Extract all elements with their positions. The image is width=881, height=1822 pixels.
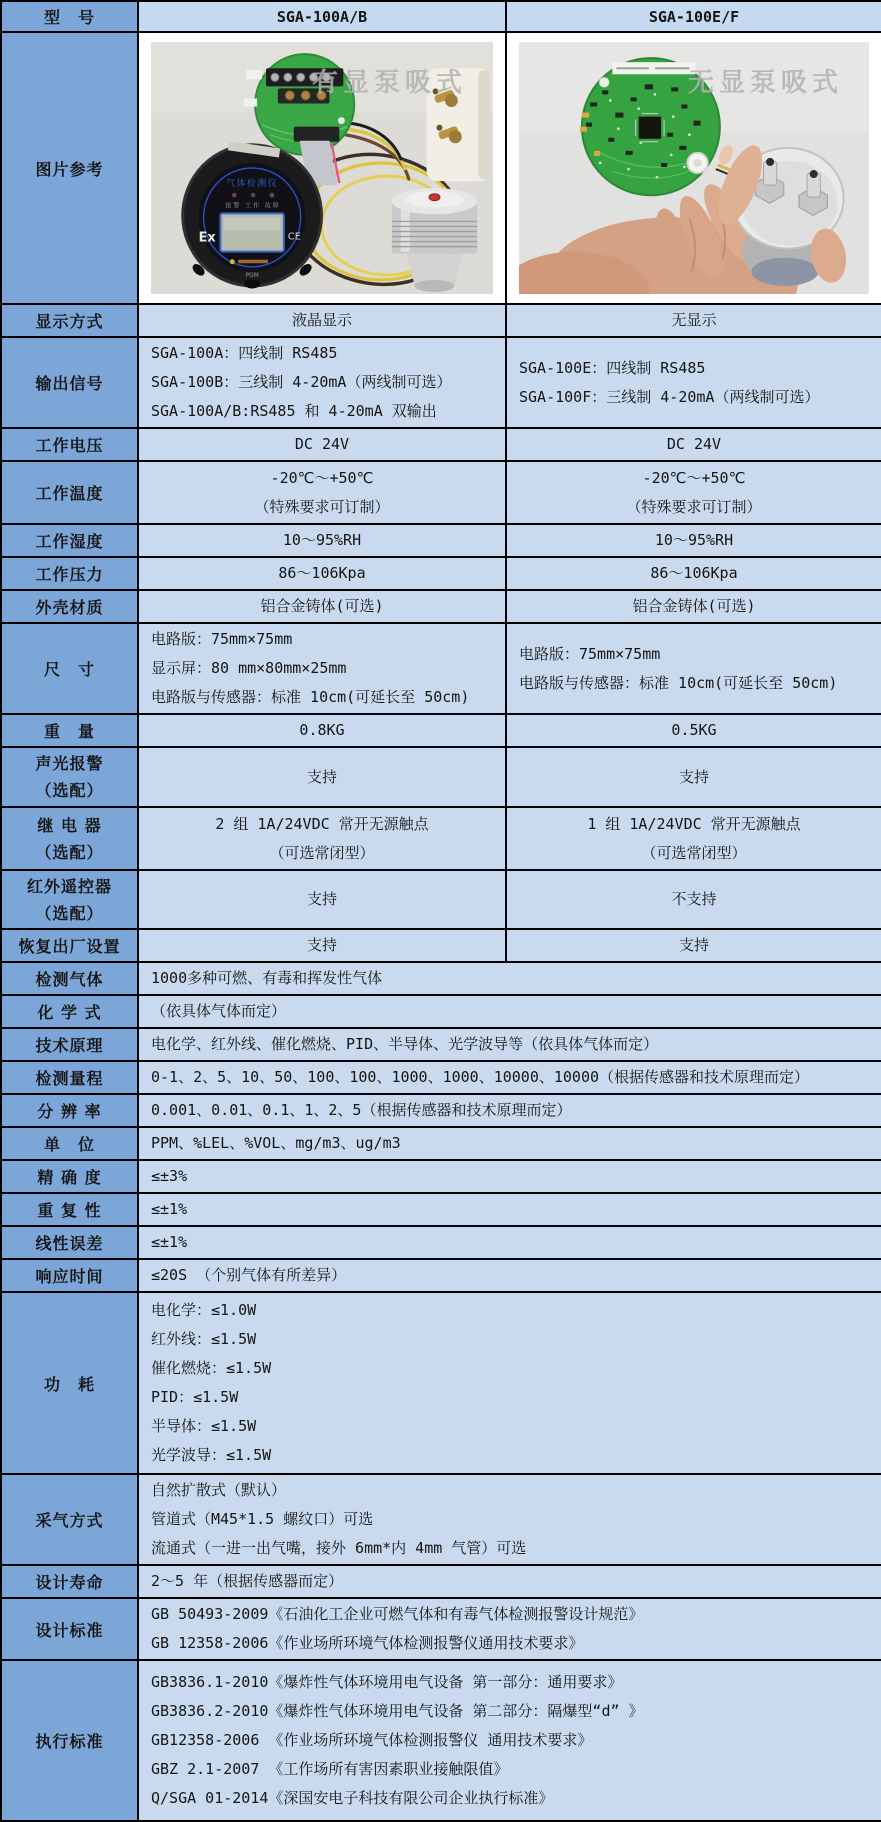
ce-mark: CE: [287, 231, 301, 243]
cell-span: GB3836.1-2010《爆炸性气体环境用电气设备 第一部分：通用要求》 GB3836.2-2010《爆炸性气体环境用电气设备 第二部分：隔爆型“d” 》 GB12358-2006 《作业场所环境气体检测报警仪 通用技术要求》 GBZ 2.1-2007 《工作场所有害因素职业接触限值》 Q/SGA 01-2014《深国安电子科技有限公司企业执行标准》: [138, 1660, 881, 1821]
cell-span: 2～5 年（根据传感器而定）: [138, 1565, 881, 1598]
product-photo-a: [151, 42, 493, 294]
row-label: 恢复出厂设置: [1, 929, 138, 962]
cell-a: 0.8KG: [138, 714, 506, 747]
row-label: 设计标准: [1, 1598, 138, 1660]
row-range: [1, 1061, 881, 1094]
cell-b: 铝合金铸体(可选): [506, 590, 881, 623]
row-label: 输出信号: [1, 337, 138, 428]
row-linearity-error: [1, 1226, 881, 1259]
cell-a: 电路版：75mm×75mm 显示屏：80 mm×80mm×25mm 电路版与传感器：标准 10cm(可延长至 50cm): [138, 623, 506, 714]
row-design-standards: [1, 1598, 881, 1660]
photo-cell-a: [138, 32, 506, 304]
detector-led-labels: 报警 工作 故障: [225, 202, 281, 210]
row-label: 工作温度: [1, 461, 138, 524]
row-label: 重 复 性: [1, 1193, 138, 1226]
row-factory-reset: [1, 929, 881, 962]
header-model-b: SGA-100E/F: [506, 1, 881, 32]
row-detected-gas: [1, 962, 881, 995]
row-label: 继 电 器 （选配）: [1, 807, 138, 870]
row-humidity: [1, 524, 881, 557]
row-output-signal: [1, 337, 881, 428]
cell-span: 电化学：≤1.0W 红外线：≤1.5W 催化燃烧：≤1.5W PID：≤1.5W 半导体：≤1.5W 光学波导：≤1.5W: [138, 1292, 881, 1474]
row-label: 功 耗: [1, 1292, 138, 1474]
row-label: 工作压力: [1, 557, 138, 590]
row-power-consumption: [1, 1292, 881, 1474]
row-label: 检测量程: [1, 1061, 138, 1094]
row-label: 检测气体: [1, 962, 138, 995]
cell-span: GB 50493-2009《石油化工企业可燃气体和有毒气体检测报警设计规范》 GB 12358-2006《作业场所环境气体检测报警仪通用技术要求》: [138, 1598, 881, 1660]
cell-b: 电路版：75mm×75mm 电路版与传感器：标准 10cm(可延长至 50cm): [506, 623, 881, 714]
cell-span: 0.001、0.01、0.1、1、2、5（根据传感器和技术原理而定）: [138, 1094, 881, 1127]
cell-b: -20℃～+50℃ （特殊要求可订制）: [506, 461, 881, 524]
detector-title: 气体检测仪: [226, 179, 279, 190]
cell-b: 支持: [506, 747, 881, 807]
row-display-mode: [1, 304, 881, 337]
header-model-a: SGA-100A/B: [138, 1, 506, 32]
row-sampling-method: [1, 1474, 881, 1565]
row-accuracy: [1, 1160, 881, 1193]
cell-span: 0-1、2、5、10、50、100、100、1000、1000、10000、10000（根据传感器和技术原理而定）: [138, 1061, 881, 1094]
cell-b: 10～95%RH: [506, 524, 881, 557]
row-label: 线性误差: [1, 1226, 138, 1259]
cell-a: -20℃～+50℃ （特殊要求可订制）: [138, 461, 506, 524]
row-label: 响应时间: [1, 1259, 138, 1292]
photo-cell-b: [506, 32, 881, 304]
cell-a: 86～106Kpa: [138, 557, 506, 590]
row-resolution: [1, 1094, 881, 1127]
row-label: 执行标准: [1, 1660, 138, 1821]
cell-a: 支持: [138, 929, 506, 962]
row-sound-light-alarm: [1, 747, 881, 807]
cell-a: 支持: [138, 747, 506, 807]
cell-b: 0.5KG: [506, 714, 881, 747]
row-shell-material: [1, 590, 881, 623]
row-weight: [1, 714, 881, 747]
cell-a: 铝合金铸体(可选): [138, 590, 506, 623]
row-relay: [1, 807, 881, 870]
row-technology: [1, 1028, 881, 1061]
row-units: [1, 1127, 881, 1160]
row-label: 采气方式: [1, 1474, 138, 1565]
cell-b: 1 组 1A/24VDC 常开无源触点 （可选常闭型）: [506, 807, 881, 870]
row-label: 外壳材质: [1, 590, 138, 623]
cell-a: 液晶显示: [138, 304, 506, 337]
cell-a: DC 24V: [138, 428, 506, 461]
cell-span: ≤20S （个别气体有所差异）: [138, 1259, 881, 1292]
cell-span: 电化学、红外线、催化燃烧、PID、半导体、光学波导等（依具体气体而定）: [138, 1028, 881, 1061]
row-voltage: [1, 428, 881, 461]
cell-a: 支持: [138, 870, 506, 929]
watermark-b: 无显泵吸式: [687, 68, 843, 98]
row-repeatability: [1, 1193, 881, 1226]
header-model-label: 型 号: [1, 1, 138, 32]
pgm-label: PGM: [245, 271, 259, 279]
cell-b: DC 24V: [506, 428, 881, 461]
cell-span: 1000多种可燃、有毒和挥发性气体: [138, 962, 881, 995]
row-label: 技术原理: [1, 1028, 138, 1061]
row-label: 红外遥控器 （选配）: [1, 870, 138, 929]
detector-head: [183, 141, 322, 288]
row-label: 化 学 式: [1, 995, 138, 1028]
row-label: 设计寿命: [1, 1565, 138, 1598]
row-label: 显示方式: [1, 304, 138, 337]
row-label: 精 确 度: [1, 1160, 138, 1193]
row-chemical-formula: [1, 995, 881, 1028]
photo-row-label: 图片参考: [1, 32, 138, 304]
row-execution-standards: [1, 1660, 881, 1821]
cell-a: 10～95%RH: [138, 524, 506, 557]
row-label: 重 量: [1, 714, 138, 747]
row-design-life: [1, 1565, 881, 1598]
product-photo-b: [519, 42, 869, 294]
cell-span: ≤±3%: [138, 1160, 881, 1193]
cell-span: ≤±1%: [138, 1226, 881, 1259]
row-pressure: [1, 557, 881, 590]
header-row: [1, 1, 881, 32]
row-response-time: [1, 1259, 881, 1292]
row-label: 单 位: [1, 1127, 138, 1160]
row-label: 分 辨 率: [1, 1094, 138, 1127]
cell-b: SGA-100E：四线制 RS485 SGA-100F：三线制 4-20mA（两线制可选）: [506, 337, 881, 428]
cell-b: 无显示: [506, 304, 881, 337]
cell-a: 2 组 1A/24VDC 常开无源触点 （可选常闭型）: [138, 807, 506, 870]
row-label: 工作湿度: [1, 524, 138, 557]
ex-mark: Ex: [198, 230, 216, 246]
row-label: 工作电压: [1, 428, 138, 461]
cell-span: 自然扩散式（默认） 管道式（M45*1.5 螺纹口）可选 流通式（一进一出气嘴，接外 6mm*内 4mm 气管）可选: [138, 1474, 881, 1565]
watermark-a: 有显泵吸式: [311, 68, 467, 98]
cell-a: SGA-100A：四线制 RS485 SGA-100B：三线制 4-20mA（两线制可选） SGA-100A/B:RS485 和 4-20mA 双输出: [138, 337, 506, 428]
cell-b: 不支持: [506, 870, 881, 929]
row-temperature: [1, 461, 881, 524]
cell-span: （依具体气体而定）: [138, 995, 881, 1028]
cell-span: ≤±1%: [138, 1193, 881, 1226]
row-label: 声光报警 （选配）: [1, 747, 138, 807]
row-dimensions: [1, 623, 881, 714]
cell-b: 86～106Kpa: [506, 557, 881, 590]
row-ir-remote: [1, 870, 881, 929]
cell-b: 支持: [506, 929, 881, 962]
row-label: 尺 寸: [1, 623, 138, 714]
cell-span: PPM、%LEL、%VOL、mg/m3、ug/m3: [138, 1127, 881, 1160]
photo-row: [1, 32, 881, 304]
